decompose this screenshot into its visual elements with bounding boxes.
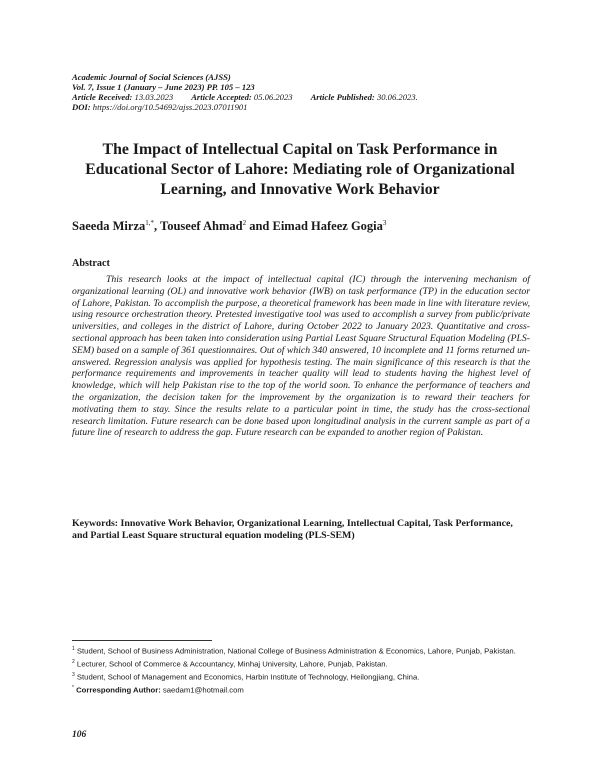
footnote-mark: 1 [72,646,75,652]
footnote-mark: 3 [72,672,75,679]
footnote-2 [72,657,532,670]
footnote-divider [72,640,212,641]
journal-volume: Vol. 7, Issue 1 (January – June 2023) PP. 105 – 123 [72,82,255,92]
author-3-affil: 3 [382,219,387,227]
corresponding-email[interactable]: saedam1@hotmail.com [160,685,244,695]
abstract-heading: Abstract [72,258,110,269]
author-3: Eimad Hafeez Gogia [272,219,383,234]
author-list [72,219,386,234]
page-number: 106 [72,730,87,740]
published-label: Article Published: [310,92,375,102]
footnote-text: Student, School of Business Administration, National College of Business Administration & Economics, Lahore, Punjab, Pakistan. [74,646,516,656]
footnote-1 [72,644,532,657]
paper-title: The Impact of Intellectual Capital on Task Performance in Educational Sector of Lahore: Mediating role of Organizational Learning, and Innovative Work Behavior [85,141,515,198]
footnote-corresponding [72,683,532,696]
footnote-text: Lecturer, School of Commerce & Accountancy, Minhaj University, Lahore, Punjab, Pakistan. [74,659,388,669]
doi-line [72,102,542,112]
author-1: Saeeda Mirza [72,219,146,234]
corresponding-label: Corresponding Author: [73,685,161,695]
author-2: Touseef Ahmad [160,219,243,234]
accepted-label: Article Accepted: [191,92,252,102]
journal-name: Academic Journal of Social Sciences (AJSS) [72,72,231,82]
footnote-text: Student, School of Management and Economics, Harbin Institute of Technology, Heilongjiang, China. [74,672,420,682]
footnote-mark: * [72,685,74,692]
abstract-text: This research looks at the impact of intellectual capital (IC) through the intervening mechanism of organizational learning (OL) and innovative work behavior (IWB) on task performance (TP) in the education sector of Lahore, Pakistan. To accomplish the purpose, a theoretical framework has been made in line with literature review, using resource orchestration theory. Pretested investigative tool was used to accomplish a survey from public/private universities, and colleges in the district of Lahore, during October 2022 to January 2023. Quantitative and cross-sectional approach has been taken into consideration using Partial Least Square Structural Equation Modeling (PLS-SEM) based on a sample of 361 questionnaires. Out of which 340 answered, 10 incomplete and 11 forms returned un-answered. Regression analysis was applied for hypothesis testing. The main significance of this research is that the performance requirements and improvements in teacher quality will lead to students having the highest level of knowledge, which will help Pakistan rise to the top of the world soon. To enhance the performance of teachers and the organization, the decision taken for the improvement by the organization is to reward their teachers for motivating them to stay. Since the results relate to a particular point in time, the study has the cross-sectional research limitation. Future research can be done based upon longitudinal analysis in the current sample as part of a future line of research to address the gap. Future research can be expanded to another region of Pakistan. [72,274,530,439]
doi-link[interactable]: https://doi.org/10.54692/ajss.2023.07011901 [92,102,248,112]
accepted-date: 05.06.2023 [253,92,293,102]
footnotes [72,644,532,696]
author-separator: and [246,219,273,234]
published-date: 30.06.2023. [376,92,418,102]
journal-header [72,72,542,112]
footnote-3 [72,670,532,683]
author-separator: , [154,219,161,234]
author-1-affil: 1,* [145,219,154,227]
article-dates [72,92,542,102]
keywords: Keywords: Innovative Work Behavior, Organizational Learning, Intellectual Capital, Task Performance, and Partial Least Square structural equation modeling (PLS-SEM) [72,518,513,541]
doi-label: DOI: [72,102,91,112]
footnote-mark: 2 [72,659,75,666]
received-date: 13.03.2023 [134,92,174,102]
received-label: Article Received: [72,92,133,102]
author-2-affil: 2 [242,219,247,227]
